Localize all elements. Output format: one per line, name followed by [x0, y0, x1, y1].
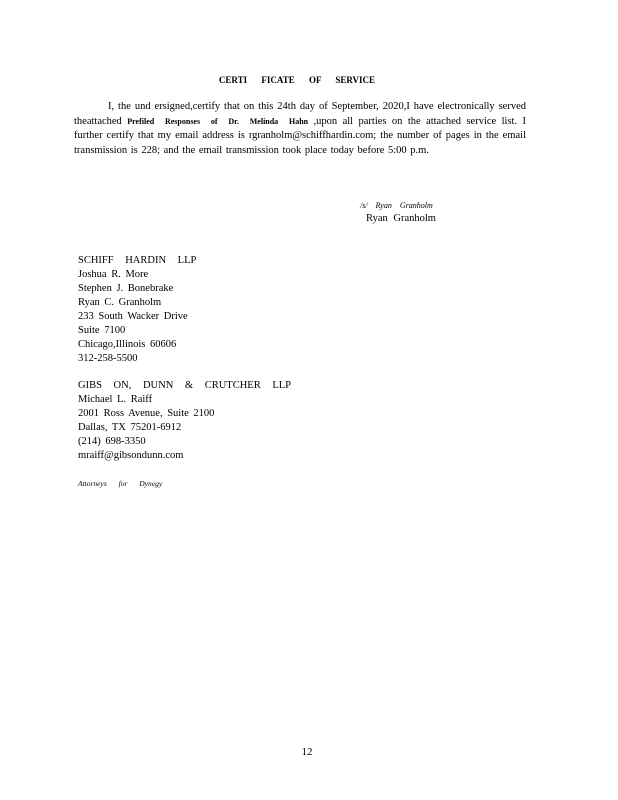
address-line: Chicago,Illinois 60606 [78, 339, 177, 350]
firm-name: GIBS ON, DUNN & CRUTCHER LLP [78, 380, 292, 391]
firm-address-gibson-dunn [78, 379, 291, 463]
signature-block [360, 200, 470, 226]
address-line: Suite 7100 [78, 325, 126, 336]
certificate-title: CERTI FICATE OF SERVICE [218, 75, 376, 85]
certificate-text-start: I, the und ersigned,certify that on this 24th day of September, 2020,I have electronically served theattached [74, 101, 526, 127]
address-line: Michael L. Raiff [78, 394, 153, 405]
address-line: 2001 Ross Avenue, Suite 2100 [78, 408, 215, 419]
address-line: mraiff@gibsondunn.com [78, 450, 184, 461]
document-title-reference: Prefiled Responses of Dr. Melinda Hahn [127, 116, 309, 126]
address-line: Ryan C. Granholm [78, 297, 162, 308]
address-line: 312-258-5500 [78, 353, 138, 364]
page-number: 12 [301, 746, 313, 758]
certificate-paragraph [74, 100, 526, 158]
address-line: (214) 698-3350 [78, 436, 146, 447]
address-line: Stephen J. Bonebrake [78, 283, 174, 294]
address-line: Joshua R. More [78, 269, 149, 280]
signer-printed-name: Ryan Granholm [366, 213, 436, 224]
electronic-signature: /s/ Ryan Granholm [360, 201, 433, 210]
firm-address-schiff-hardin [78, 254, 196, 366]
attorneys-for-line: Attorneys for Dynegy [78, 479, 163, 488]
certificate-text-end: ,upon all parties on the attached service list. I further certify that my email address is rgranholm@schiffhardin.com; the number of pages in the email transmission is 228; and the email transmission took place today before 5:00 p.m. [74, 115, 526, 156]
firm-name: SCHIFF HARDIN LLP [78, 255, 197, 266]
address-line: Dallas, TX 75201-6912 [78, 422, 182, 433]
address-line: 233 South Wacker Drive [78, 311, 188, 322]
